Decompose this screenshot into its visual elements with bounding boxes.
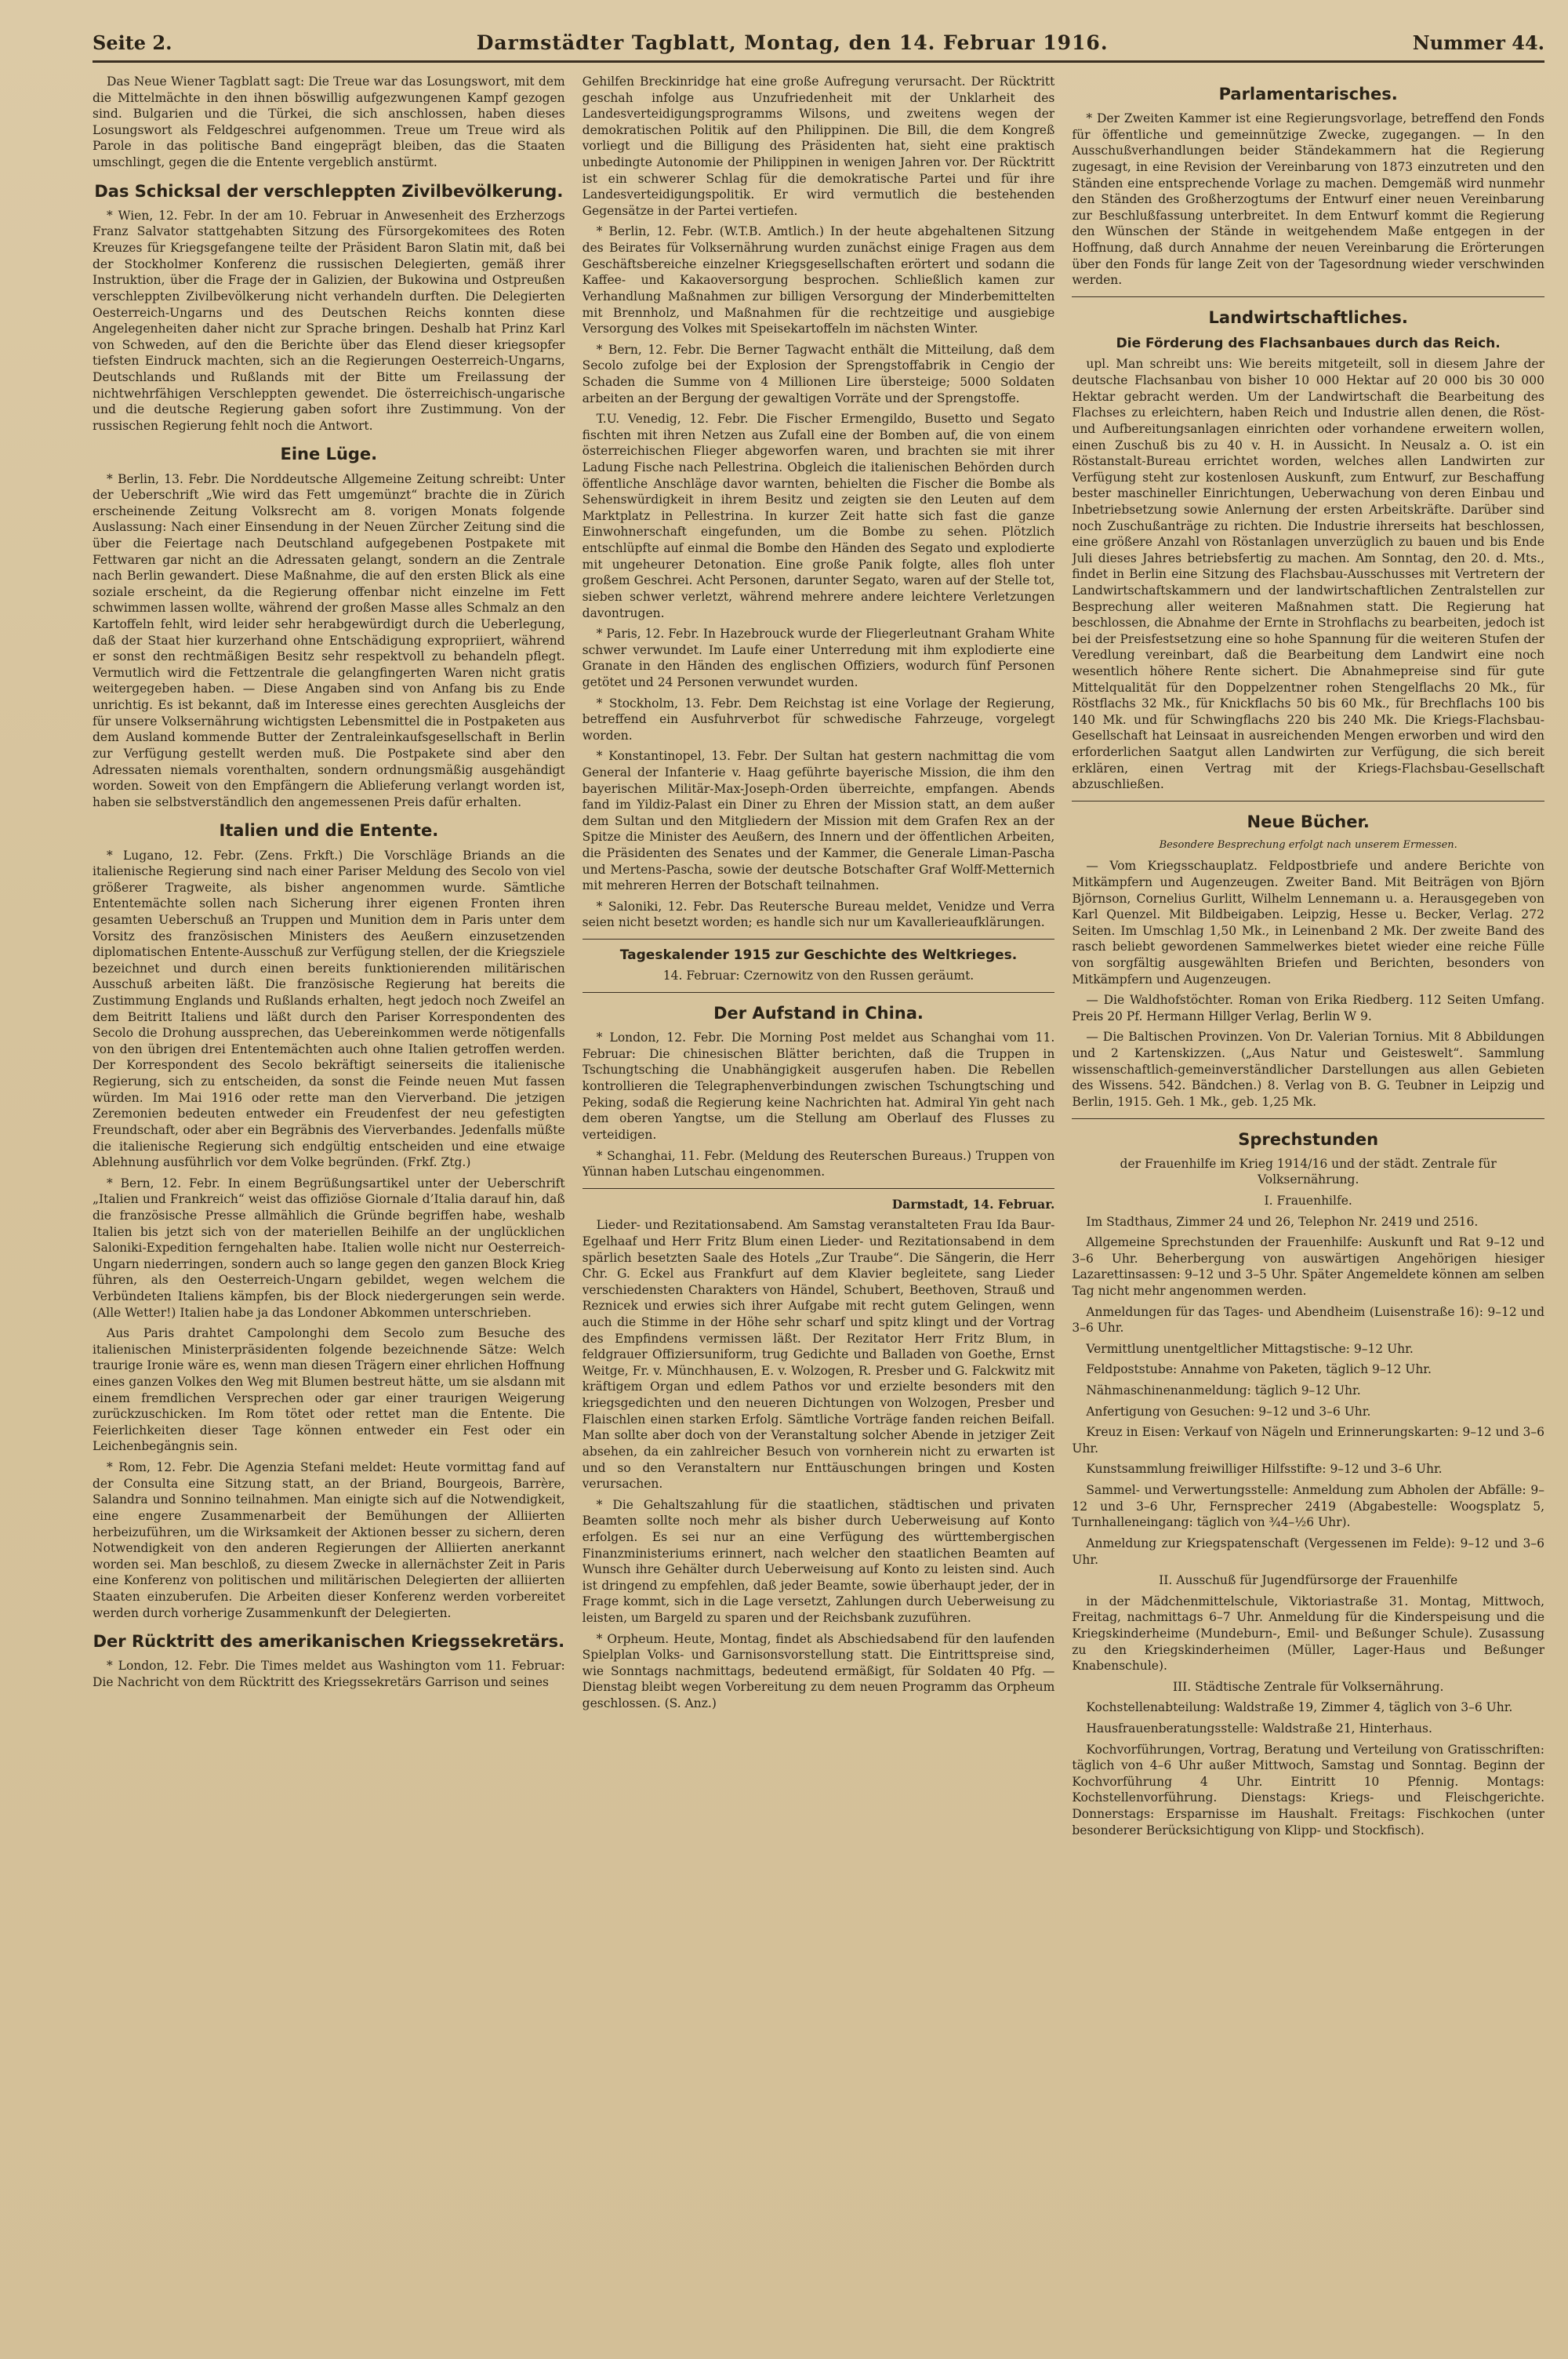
- schedule-item: Sammel- und Verwertungsstelle: Anmeldung zum Abholen der Abfälle: 9–12 und 3–6 Uhr, Fernsprecher 2419 (Abgabestelle: Woogsplatz 5, Turnhalleneingang: täglich von ¾4–½6 Uhr).: [1072, 1483, 1545, 1530]
- schedule-item: Nähmaschinenanmeldung: täglich 9–12 Uhr.: [1086, 1383, 1361, 1398]
- article-paragraph: * Berlin, 13. Febr. Die Norddeutsche Allgemeine Zeitung schreibt: Unter der Ueberschrift „Wie wird das Fett umgemünzt“ brachte die in Zürich erscheinende Zeitung Volksrecht am 8. vorigen Monats folgende Auslassung: Nach einer Einsendung in der Neuen Zürcher Zeitung sind die über die Feiertage nach Deutschland aufgegebenen Postpakete mit Fettwaren gar nicht an die Adressaten gelangt, sondern an die Zentrale nach Berlin gewandert. Diese Maßnahme, die auf den ersten Blick als eine soziale erscheint, da die Regierung offenbar nicht einzelne im Fett schwimmen lassen wollte, während der großen Masse alles Schmalz an den Kartoffeln fehlt, wird leider sehr herabgewürdigt durch die Ueberlegung, daß der Staat hier kurzerhand ohne Entschädigung expropriiert, während er sonst den rechtmäßigen Besitz sehr respektvoll zu behandeln pflegt. Vermutlich wird die Fettzentrale die gelangfingerten Waren nicht gratis weitergegeben haben. — Diese Angaben sind von Anfang bis zu Ende unrichtig. Es ist bekannt, daß im Interesse eines gerechten Ausgleichs der für unsere Volksernährung wichtigsten Lebensmittel die in Postpaketen aus dem Ausland kommende Butter der Zentraleinkaufsgesellschaft in Berlin zur Verfügung gestellt werden muß. Die Postpakete sind aber den Adressaten niemals vorenthalten, sondern ordnungsmäßig ausgehändigt worden. Soweit von den Empfängern die Ablieferung verlangt worden ist, haben sie selbstverständlich den angemessenen Preis dafür erhalten.: [93, 471, 565, 809]
- article-paragraph: * Stockholm, 13. Febr. Dem Reichstag ist eine Vorlage der Regierung, betreffend ein Ausfuhrverbot für schwedische Fahrzeuge, vorgelegt worden.: [582, 696, 1055, 743]
- page-header: [93, 31, 1544, 63]
- article-title: Der Aufstand in China.: [713, 1004, 924, 1023]
- article-title: Italien und die Entente.: [219, 821, 439, 841]
- article-title: Das Schicksal der verschleppten Zivilbevölkerung.: [94, 181, 564, 201]
- book-entry: — Die Baltischen Provinzen. Von Dr. Valerian Tornius. Mit 8 Abbildungen und 2 Kartenskizzen. („Aus Natur und Geisteswelt“. Sammlung wissenschaftlich-gemeinverständlicher Darstellungen aus allen Gebieten des Wissens. 542. Bändchen.) 8. Verlag von B. G. Teubner in Leipzig und Berlin, 1915. Geh. 1 Mk., geb. 1,25 Mk.: [1072, 1030, 1545, 1109]
- schedule-item: Kunstsammlung freiwilliger Hilfsstifte: 9–12 und 3–6 Uhr.: [1086, 1462, 1443, 1477]
- column-1: [93, 74, 565, 2317]
- book-entry: — Die Waldhofstöchter. Roman von Erika Riedberg. 112 Seiten Umfang. Preis 20 Pf. Hermann Hillger Verlag, Berlin W 9.: [1072, 993, 1545, 1023]
- schedule-item: Im Stadthaus, Zimmer 24 und 26, Telephon Nr. 2419 und 2516.: [1086, 1214, 1479, 1229]
- section-subtitle: der Frauenhilfe im Krieg 1914/16 und der städt. Zentrale für Volksernährung.: [1120, 1156, 1497, 1187]
- section-note: Besondere Besprechung erfolgt nach unserem Ermessen.: [1159, 839, 1457, 852]
- article-paragraph: * Lugano, 12. Febr. (Zens. Frkft.) Die Vorschläge Briands an die italienische Regierung sind nach einer Pariser Meldung des Secolo von viel größerer Tragweite, als bisher angenommen wurde. Sämtliche Ententemächte sollen nach Sicherung ihrer eigenen Fronten ihren gesamten Ueberschuß an Truppen und Munition dem in Paris unter dem Vorsitz des französischen Ministers des Aeußern einzusetzenden diplomatischen Entente-Ausschuß zur Verfügung stellen, der die Kriegsziele bezeichnet und durch einen bereits funktionierenden militärischen Ausschuß arbeiten läßt. Die französische Regierung hat bereits die Zustimmung Englands und Rußlands erhalten, hegt jedoch noch Zweifel an dem Beitritt Italiens und läßt durch den Pariser Korrespondenten des Secolo die Drohung aussprechen, das Uebereinkommen werde nötigenfalls von den übrigen drei Ententemächten auch ohne Italien getroffen werden. Der Korrespondent des Secolo bekräftigt seinerseits die italienische Regierung, sich zu entscheiden, da sonst die Feinde neuen Mut fassen würden. Im Mai 1916 oder rette man den Vierverband. Die jetzigen Zeremonien bedeuten entweder ein Freudenfest der neu gefestigten Freundschaft, oder aber ein Begräbnis des Vierverbandes. Jedenfalls müßte die italienische Regierung sich endgültig entscheiden und eine etwaige Ablehnung ausführlich vor dem Volke begründen. (Frkf. Ztg.): [93, 848, 565, 1170]
- schedule-item: Allgemeine Sprechstunden der Frauenhilfe: Auskunft und Rat 9–12 und 3–6 Uhr. Beherbergung von auswärtigen Angehörigen hiesiger Lazarettinsassen: 9–12 und 3–5 Uhr. Später Angemeldete können am selben Tag nicht mehr angenommen werden.: [1072, 1235, 1545, 1298]
- issue-number: Nummer 44.: [1412, 31, 1544, 54]
- section-title: Parlamentarisches.: [1218, 85, 1398, 104]
- intro-paragraph: Das Neue Wiener Tagblatt sagt: Die Treue war das Losungswort, mit dem die Mittelmächte in den ihnen böswillig aufgezwungenen Kampf gezogen sind. Bulgarien und die Türkei, die sich anschlossen, haben dieses Losungswort als Feldgeschrei aufgenommen. Treue um Treue wird als Parole in das politische Band eingeprägt bleiben, das die Staaten umschlingt, gegen die die Entente vergeblich anstürmt.: [93, 75, 565, 170]
- article-paragraph: * Saloniki, 12. Febr. Das Reutersche Bureau meldet, Venidze und Verra seien nicht besetzt worden; es handle sich nur um Kavallerieaufklärungen.: [582, 899, 1055, 930]
- section-title: Sprechstunden: [1238, 1129, 1379, 1149]
- article-paragraph: * Berlin, 12. Febr. (W.T.B. Amtlich.) In der heute abgehaltenen Sitzung des Beirates für Volksernährung wurden zunächst einige Fragen aus dem Geschäftsbereiche einzelner Kriegsgesellschaften erörtert und sodann die Kaffee- und Kakaoversorgung besprochen. Schließlich kamen zur Verhandlung Maßnahmen zur billigen Versorgung der Minderbemittelten mit Brennholz, und Maßnahmen für die rechtzeitige und ausgiebige Versorgung des Volkes mit Speisekartoffeln im nächsten Winter.: [582, 224, 1055, 336]
- schedule-item: Kochstellenabteilung: Waldstraße 19, Zimmer 4, täglich von 3–6 Uhr.: [1086, 1700, 1513, 1715]
- subsection-heading: III. Städtische Zentrale für Volksernährung.: [1172, 1679, 1444, 1694]
- article-paragraph: * Bern, 12. Febr. Die Berner Tagwacht enthält die Mitteilung, daß dem Secolo zufolge bei der Explosion der Sprengstoffabrik in Cengio der Schaden die Summe von 4 Millionen Lire übersteige; 5000 Soldaten arbeiten an der Bergung der gewaltigen Vorräte und der Sprengstoffe.: [582, 342, 1055, 405]
- schedule-item: in der Mädchenmittelschule, Viktoriastraße 31. Montag, Mittwoch, Freitag, nachmittags 6–7 Uhr. Anmeldung für die Kinderspeisung und die Kriegskinderheime (Mundeburn-, Emil- und Beßunger Schule). Zusassung zu den Kriegskinderheimen (Müller, Lager-Haus und Beßunger Knabenschule).: [1072, 1594, 1545, 1674]
- section-title: Landwirtschaftliches.: [1208, 307, 1408, 327]
- schedule-item: Anmeldung zur Kriegspatenschaft (Vergessenen im Felde): 9–12 und 3–6 Uhr.: [1072, 1536, 1545, 1567]
- column-3: [1072, 74, 1544, 2317]
- article-paragraph: * Paris, 12. Febr. In Hazebrouck wurde der Fliegerleutnant Graham White schwer verwundet. Im Laufe einer Unterredung mit ihm explodierte eine Granate in den Händen des englischen Offiziers, wodurch fünf Personen getötet und 24 Personen verwundet wurden.: [582, 627, 1055, 689]
- article-title: Der Rücktritt des amerikanischen Kriegssekretärs.: [93, 1632, 565, 1652]
- article-paragraph: * Konstantinopel, 13. Febr. Der Sultan hat gestern nachmittag die vom General der Infanterie v. Haag geführte bayerische Mission, die ihm den bayerischen Militär-Max-Joseph-Orden überreichte, empfangen. Abends fand im Yildiz-Palast ein Diner zu Ehren der Mission statt, an dem außer dem Sultan und den Mitgliedern der Mission mit dem Grafen Rex an der Spitze die Minister des Aeußern, des Innern und der öffentlichen Arbeiten, die Präsidenten des Senates und der Kammer, die Generale Liman-Pascha und Mertens-Pascha, sowie der deutsche Botschafter Graf Wolff-Metternich mit mehreren Herren der Botschaft teilnahmen.: [582, 749, 1055, 893]
- article-paragraph: * Schanghai, 11. Febr. (Meldung des Reuterschen Bureaus.) Truppen von Yünnan haben Lutschau eingenommen.: [582, 1148, 1055, 1180]
- article-paragraph: * Der Zweiten Kammer ist eine Regierungsvorlage, betreffend den Fonds für öffentliche und gemeinnützige Zwecke, zugegangen. — In den Ausschußverhandlungen beider Ständekammern hat die Regierung zugesagt, in eine Revision der Vereinbarung von 1873 einzutreten und den Ständen eine entsprechende Vorlage zu machen. Demgemäß wird nunmehr den Ständen des Großherzogtums der Entwurf einer neuen Vereinbarung zur Beschlußfassung unterbreitet. In dem Entwurf kommt die Regierung den Wünschen der Stände in weitgehendem Maße entgegen in der Hoffnung, daß durch Annahme der neuen Vereinbarung die Erörterungen über den Fonds für lange Zeit von der Tagesordnung wieder verschwinden werden.: [1072, 111, 1545, 288]
- article-paragraph: upl. Man schreibt uns: Wie bereits mitgeteilt, soll in diesem Jahre der deutsche Flachsanbau von bisher 10 000 Hektar auf 20 000 bis 30 000 Hektar gebracht werden. Um der Landwirtschaft die Bearbeitung des Flachses zu erleichtern, haben Reich und Industrie allen denen, die Röst- und Aufbereitungsanlagen einrichten oder vorhandene erweitern wollen, einen Zuschuß bis zu 40 v. H. in Aussicht. In Neusalz a. O. ist ein Röstanstalt-Bureau errichtet worden, welches allen Landwirten zur Verfügung steht zur kostenlosen Auskunft, zum Entwurf, zur Beschaffung bester maschineller Einrichtungen, Ueberwachung von deren Einbau und Inbetriebsetzung sowie Anlernung der ersten Arbeitskräfte. Darüber sind noch Zuschußanträge zu richten. Die Industrie ihrerseits hat beschlossen, eine größere Anzahl von Röstanlagen unverzüglich zu bauen und bis Ende Juli dieses Jahres betriebsfertig zu machen. Am Sonntag, den 20. d. Mts., findet in Berlin eine Sitzung des Flachsbau-Ausschusses mit Vertretern der Landwirtschaftskammern und der landwirtschaftlichen Zentralstellen zur Besprechung aller weiteren Maßnahmen statt. Die Regierung hat beschlossen, die Abnahme der Ernte in Strohflachs zu bearbeiten, jedoch ist bei der Preisfestsetzung eine so hohe Spannung für die weiteren Stufen der Veredlung vereinbart, daß die Bearbeitung dem Landwirt eine noch wesentlich höhere Rente sichert. Die Abnahmepreise sind für gute Mittelqualität für den Doppelzentner rohen Stengelflachs 20 Mk., für Röstflachs 32 Mk., für Knickflachs 50 bis 60 Mk., für Brechflachs 100 bis 140 Mk. und für Schwingflachs 220 bis 240 Mk. Die Kriegs-Flachsbau-Gesellschaft hat Leinsaat in ausreichenden Mengen erworben und wird den erforderlichen Saatgut allen Landwirten zur Verfügung, die sich bereit erklären, einen Vertrag mit der Kriegs-Flachsbau-Gesellschaft abzuschließen.: [1072, 357, 1545, 792]
- local-paragraph: * Orpheum. Heute, Montag, findet als Abschiedsabend für den laufenden Spielplan Volks- und Garnisonsvorstellung statt. Die Eintrittspreise sind, wie Sonntags nachmittags, bedeutend ermäßigt, für Soldaten 40 Pfg. — Dienstag bleibt wegen Vorbereitung zu dem neuen Programm das Orpheum geschlossen. (S. Anz.): [582, 1631, 1055, 1711]
- schedule-item: Hausfrauenberatungsstelle: Waldstraße 21, Hinterhaus.: [1086, 1721, 1432, 1736]
- schedule-item: Anmeldungen für das Tages- und Abendheim (Luisenstraße 16): 9–12 und 3–6 Uhr.: [1072, 1304, 1545, 1336]
- dateline-text: Darmstadt, 14. Februar.: [891, 1196, 1055, 1212]
- page-number: Seite 2.: [93, 31, 172, 54]
- calendar-title: Tageskalender 1915 zur Geschichte des Weltkrieges.: [619, 947, 1018, 964]
- schedule-item: Vermittlung unentgeltlicher Mittagstische: 9–12 Uhr.: [1086, 1341, 1414, 1356]
- divider: [583, 1188, 1055, 1189]
- local-dateline: [583, 1197, 1055, 1213]
- article-paragraph: T.U. Venedig, 12. Febr. Die Fischer Ermengildo, Busetto und Segato fischten mit ihren Netzen aus Zufall eine der Bomben auf, die von einem österreichischen Flieger abgeworfen waren, und brachten sie mit ihrer Ladung Fische nach Pellestrina. Obgleich die italienischen Behörden durch öffentliche Anschläge davor warnten, behielten die Fischer die Bombe als Sehenswürdigkeit in ihrem Besitz und zeigten sie den Leuten auf dem Marktplatz in Pellestrina. In kurzer Zeit hatte sich fast die ganze Einwohnerschaft eingefunden, um die Bombe zu sehen. Plötzlich entschlüpfte auf einmal die Bombe den Händen des Segato und explodierte mit ungeheurer Detonation. Eine große Panik folgte, alles floh unter großem Geschrei. Acht Personen, darunter Segato, waren auf der Stelle tot, sieben schwer verletzt, während mehrere andere leichtere Verletzungen davontrugen.: [582, 412, 1055, 620]
- subsection-heading: II. Ausschuß für Jugendfürsorge der Frauenhilfe: [1159, 1573, 1458, 1588]
- article-paragraph: Gehilfen Breckinridge hat eine große Aufregung verursacht. Der Rücktritt geschah infolge aus Unzufriedenheit mit der Unklarheit des Landesverteidigungsprogramms Wilsons, und zweitens wegen der demokratischen Politik auf den Philippinen. Die Bill, die dem Kongreß vorliegt und die Billigung des Präsidenten hat, sieht eine praktisch unbedingte Autonomie der Philippinen in wenigen Jahren vor. Der Rücktritt ist ein schwerer Schlag für die demokratische Partei und für ihre Landesverteidigungspolitik. Er wird vermutlich die bestehenden Gegensätze in der Partei vertiefen.: [582, 75, 1055, 218]
- article-paragraph: * London, 12. Febr. Die Morning Post meldet aus Schanghai vom 11. Februar: Die chinesischen Blätter berichten, daß die Truppen in Tschungtsching die Unabhängigkeit ausgerufen haben. Die Rebellen kontrollieren die Telegraphenverbindungen zwischen Tschungtsching und Peking, sodaß die Regierung keine Nachrichten hat. Admiral Yin geht nach dem oberen Yangtse, um die Stellung am Oberlauf des Flusses zu verteidigen.: [582, 1030, 1055, 1142]
- section-title: Neue Bücher.: [1247, 812, 1370, 831]
- schedule-item: Anfertigung von Gesuchen: 9–12 und 3–6 Uhr.: [1086, 1404, 1371, 1419]
- divider: [583, 992, 1055, 993]
- article-paragraph: * Bern, 12. Febr. In einem Begrüßungsartikel unter der Ueberschrift „Italien und Frankreich“ weist das offiziöse Giornale d’Italia darauf hin, daß die französische Presse allmählich die Gründe begriffen habe, weshalb Italien bis jetzt sich von der materiellen Beihilfe an der unglücklichen Saloniki-Expedition ferngehalten habe. Italien wolle nicht nur Oesterreich-Ungarn niederringen, sondern auch so lange gegen den ganzen Block Krieg führen, als den Oesterreich-Ungarn gebildet, wegen welchem die Verbündeten Italiens kämpfen, bis der Block niedergerungen sein werde. (Alle Wetter!) Italien habe ja das Londoner Abkommen unterschrieben.: [93, 1176, 565, 1320]
- article-paragraph: * Wien, 12. Febr. In der am 10. Februar in Anwesenheit des Erzherzogs Franz Salvator stattgehabten Sitzung des Fürsorgekomitees des Roten Kreuzes für Kriegsgefangene teilte der Präsident Baron Slatin mit, daß bei der Stockholmer Konferenz die russischen Delegierten, gemäß ihrer Instruktion, über die Frage der in Galizien, der Bukowina und Ostpreußen verschleppten Zivilbevölkerung nicht verhandeln durften. Die Delegierten Oesterreich-Ungarns und des Deutschen Reichs konnten diese Angelegenheiten daher nicht zur Sprache bringen. Deshalb hat Prinz Karl von Schweden, auf den die Berichte über das Elend dieser kriegsopfer tiefsten Eindruck machten, sich an die Regierungen Oesterreich-Ungarns, Deutschlands und Rußlands mit der Bitte um Freilassung der nichtwehrfähigen Verschleppten gewendet. Die österreichisch-ungarische und die deutsche Regierung gaben sofort ihre Zustimmung. Von der russischen Regierung fehlt noch die Antwort.: [93, 208, 565, 433]
- subsection-heading: I. Frauenhilfe.: [1264, 1193, 1352, 1208]
- divider: [583, 939, 1055, 940]
- masthead: Darmstädter Tagblatt, Montag, den 14. Februar 1916.: [476, 31, 1109, 54]
- calendar-entry: 14. Februar: Czernowitz von den Russen geräumt.: [662, 969, 975, 983]
- column-2: [583, 74, 1055, 2317]
- divider: [1072, 296, 1544, 297]
- local-paragraph: * Die Gehaltszahlung für die staatlichen, städtischen und privaten Beamten sollte noch mehr als bisher durch Ueberweisung auf Konto erfolgen. Es sei nur an eine Verfügung des württembergischen Finanzministeriums erinnert, nach welcher den staatlichen Beamten auf Wunsch ihre Gehälter durch Ueberweisung auf Konto zu leisten sind. Auch ist dringend zu empfehlen, daß jeder Beamte, sowie überhaupt jeder, der in Frage kommt, sich in die Lage versetzt, Zahlungen durch Ueberweisung zu leisten, um Bargeld zu sparen und der Reichsbank zuzuführen.: [582, 1497, 1055, 1625]
- article-paragraph: Aus Paris drahtet Campolonghi dem Secolo zum Besuche des italienischen Ministerpräsidenten folgende bezeichnende Sätze: Welch traurige Ironie wäre es, wenn man diesen Trägern einer ehrlichen Hoffnung eines ganzen Volkes den Weg mit Blumen bestreut hätte, um sie alsdann mit einem fremdlichen Versprechen oder gar einer traurigen Weigerung zurückzuschicken. Im Rom tötet oder rettet man die Entente. Die Feierlichkeiten dieser Tage können entweder ein Fest oder ein Leichenbegängnis sein.: [93, 1326, 565, 1454]
- schedule-item: Feldpoststube: Annahme von Paketen, täglich 9–12 Uhr.: [1086, 1362, 1432, 1377]
- article-paragraph: * Rom, 12. Febr. Die Agenzia Stefani meldet: Heute vormittag fand auf der Consulta eine Sitzung statt, an der Briand, Bourgeois, Barrère, Salandra und Sonnino teilnahmen. Man einigte sich auf die Notwendigkeit, eine engere Zusammenarbeit der Bemühungen der Alliierten herbeizuführen, um die Wirksamkeit der Aktionen besser zu sichern, deren Notwendigkeit von den anderen Regierungen der Alliierten anerkannt worden sei. Man beschloß, zu diesem Zwecke in allernächster Zeit in Paris eine Konferenz von politischen und militärischen Delegierten der alliierten Staaten einzuberufen. Die Arbeiten dieser Konferenz werden vorbereitet werden durch vorherige Zusammenkunft der Delegierten.: [93, 1460, 565, 1620]
- local-paragraph: Lieder- und Rezitationsabend. Am Samstag veranstalteten Frau Ida Baur-Egelhaaf und Herr Fritz Blum einen Lieder- und Rezitationsabend in dem spärlich besetzten Saale des Hotels „Zur Traube“. Die Sängerin, die Herr Chr. G. Eckel aus Frankfurt auf dem Klavier begleitete, sang Lieder verschiedensten Charakters von Händel, Schubert, Beethoven, Strauß und Reznicek und erwies sich ihrer Aufgabe mit recht gutem Gelingen, wenn auch die Stimme in der Höhe sehr scharf und spitz klingt und der Vortrag des Empfindens vermissen läßt. Der Rezitator Herr Fritz Blum, in feldgrauer Offiziersuniform, trug Gedichte und Balladen von Goethe, Ernst Weitge, Fr. v. Münchhausen, E. v. Wolzogen, R. Presber und G. Falckwitz mit kräftigem Organ und edlem Pathos vor und erzielte besonders mit den kriegsgedichten und den neueren Dichtungen von Wolzogen, Presber und Flaischlen einen starken Erfolg. Sämtliche Vorträge fanden reichen Beifall. Man sollte aber doch von der Veranstaltung solcher Abende in jetziger Zeit absehen, da ein zahlreicher Besuch von vornherein nicht zu erwarten ist und so den Veranstaltern nur Enttäuschungen bringen und Kosten verursachen.: [582, 1218, 1055, 1492]
- divider: [1072, 1118, 1544, 1119]
- schedule-item: Kochvorführungen, Vortrag, Beratung und Verteilung von Gratisschriften: täglich von 4–6 Uhr außer Mittwoch, Samstag und Sonntag. Beginn der Kochvorführung 4 Uhr. Eintritt 10 Pfennig. Montags: Kochstellenvorführung. Dienstags: Kriegs- und Fleischgerichte. Donnerstags: Ersparnisse im Haushalt. Freitags: Fischkochen (unter besonderer Berücksichtigung von Klipp- und Stockfisch).: [1072, 1742, 1545, 1837]
- section-subtitle: Die Förderung des Flachsanbaues durch das Reich.: [1116, 336, 1501, 352]
- article-paragraph: * London, 12. Febr. Die Times meldet aus Washington vom 11. Februar: Die Nachricht von dem Rücktritt des Kriegssekretärs Garrison und seines: [93, 1659, 565, 1689]
- schedule-item: Kreuz in Eisen: Verkauf von Nägeln und Erinnerungskarten: 9–12 und 3–6 Uhr.: [1072, 1425, 1545, 1456]
- article-title: Eine Lüge.: [280, 445, 378, 464]
- book-entry: — Vom Kriegsschauplatz. Feldpostbriefe und andere Berichte von Mitkämpfern und Augenzeugen. Zweiter Band. Mit Beiträgen von Björn Björnson, Cornelius Gurlitt, Wilhelm Lennemann u. a. Herausgegeben von Karl Quenzel. Mit Bildbeigaben. Leipzig, Hesse u. Becker, Verlag. 272 Seiten. Im Umschlag 1,50 Mk., in Leinenband 2 Mk. Der zweite Band des rasch beliebt gewordenen Sammelwerkes bietet wieder eine reiche Fülle von sorgfältig ausgewählten Briefen und Berichten, besonders von Mitkämpfern und Augenzeugen.: [1072, 859, 1545, 987]
